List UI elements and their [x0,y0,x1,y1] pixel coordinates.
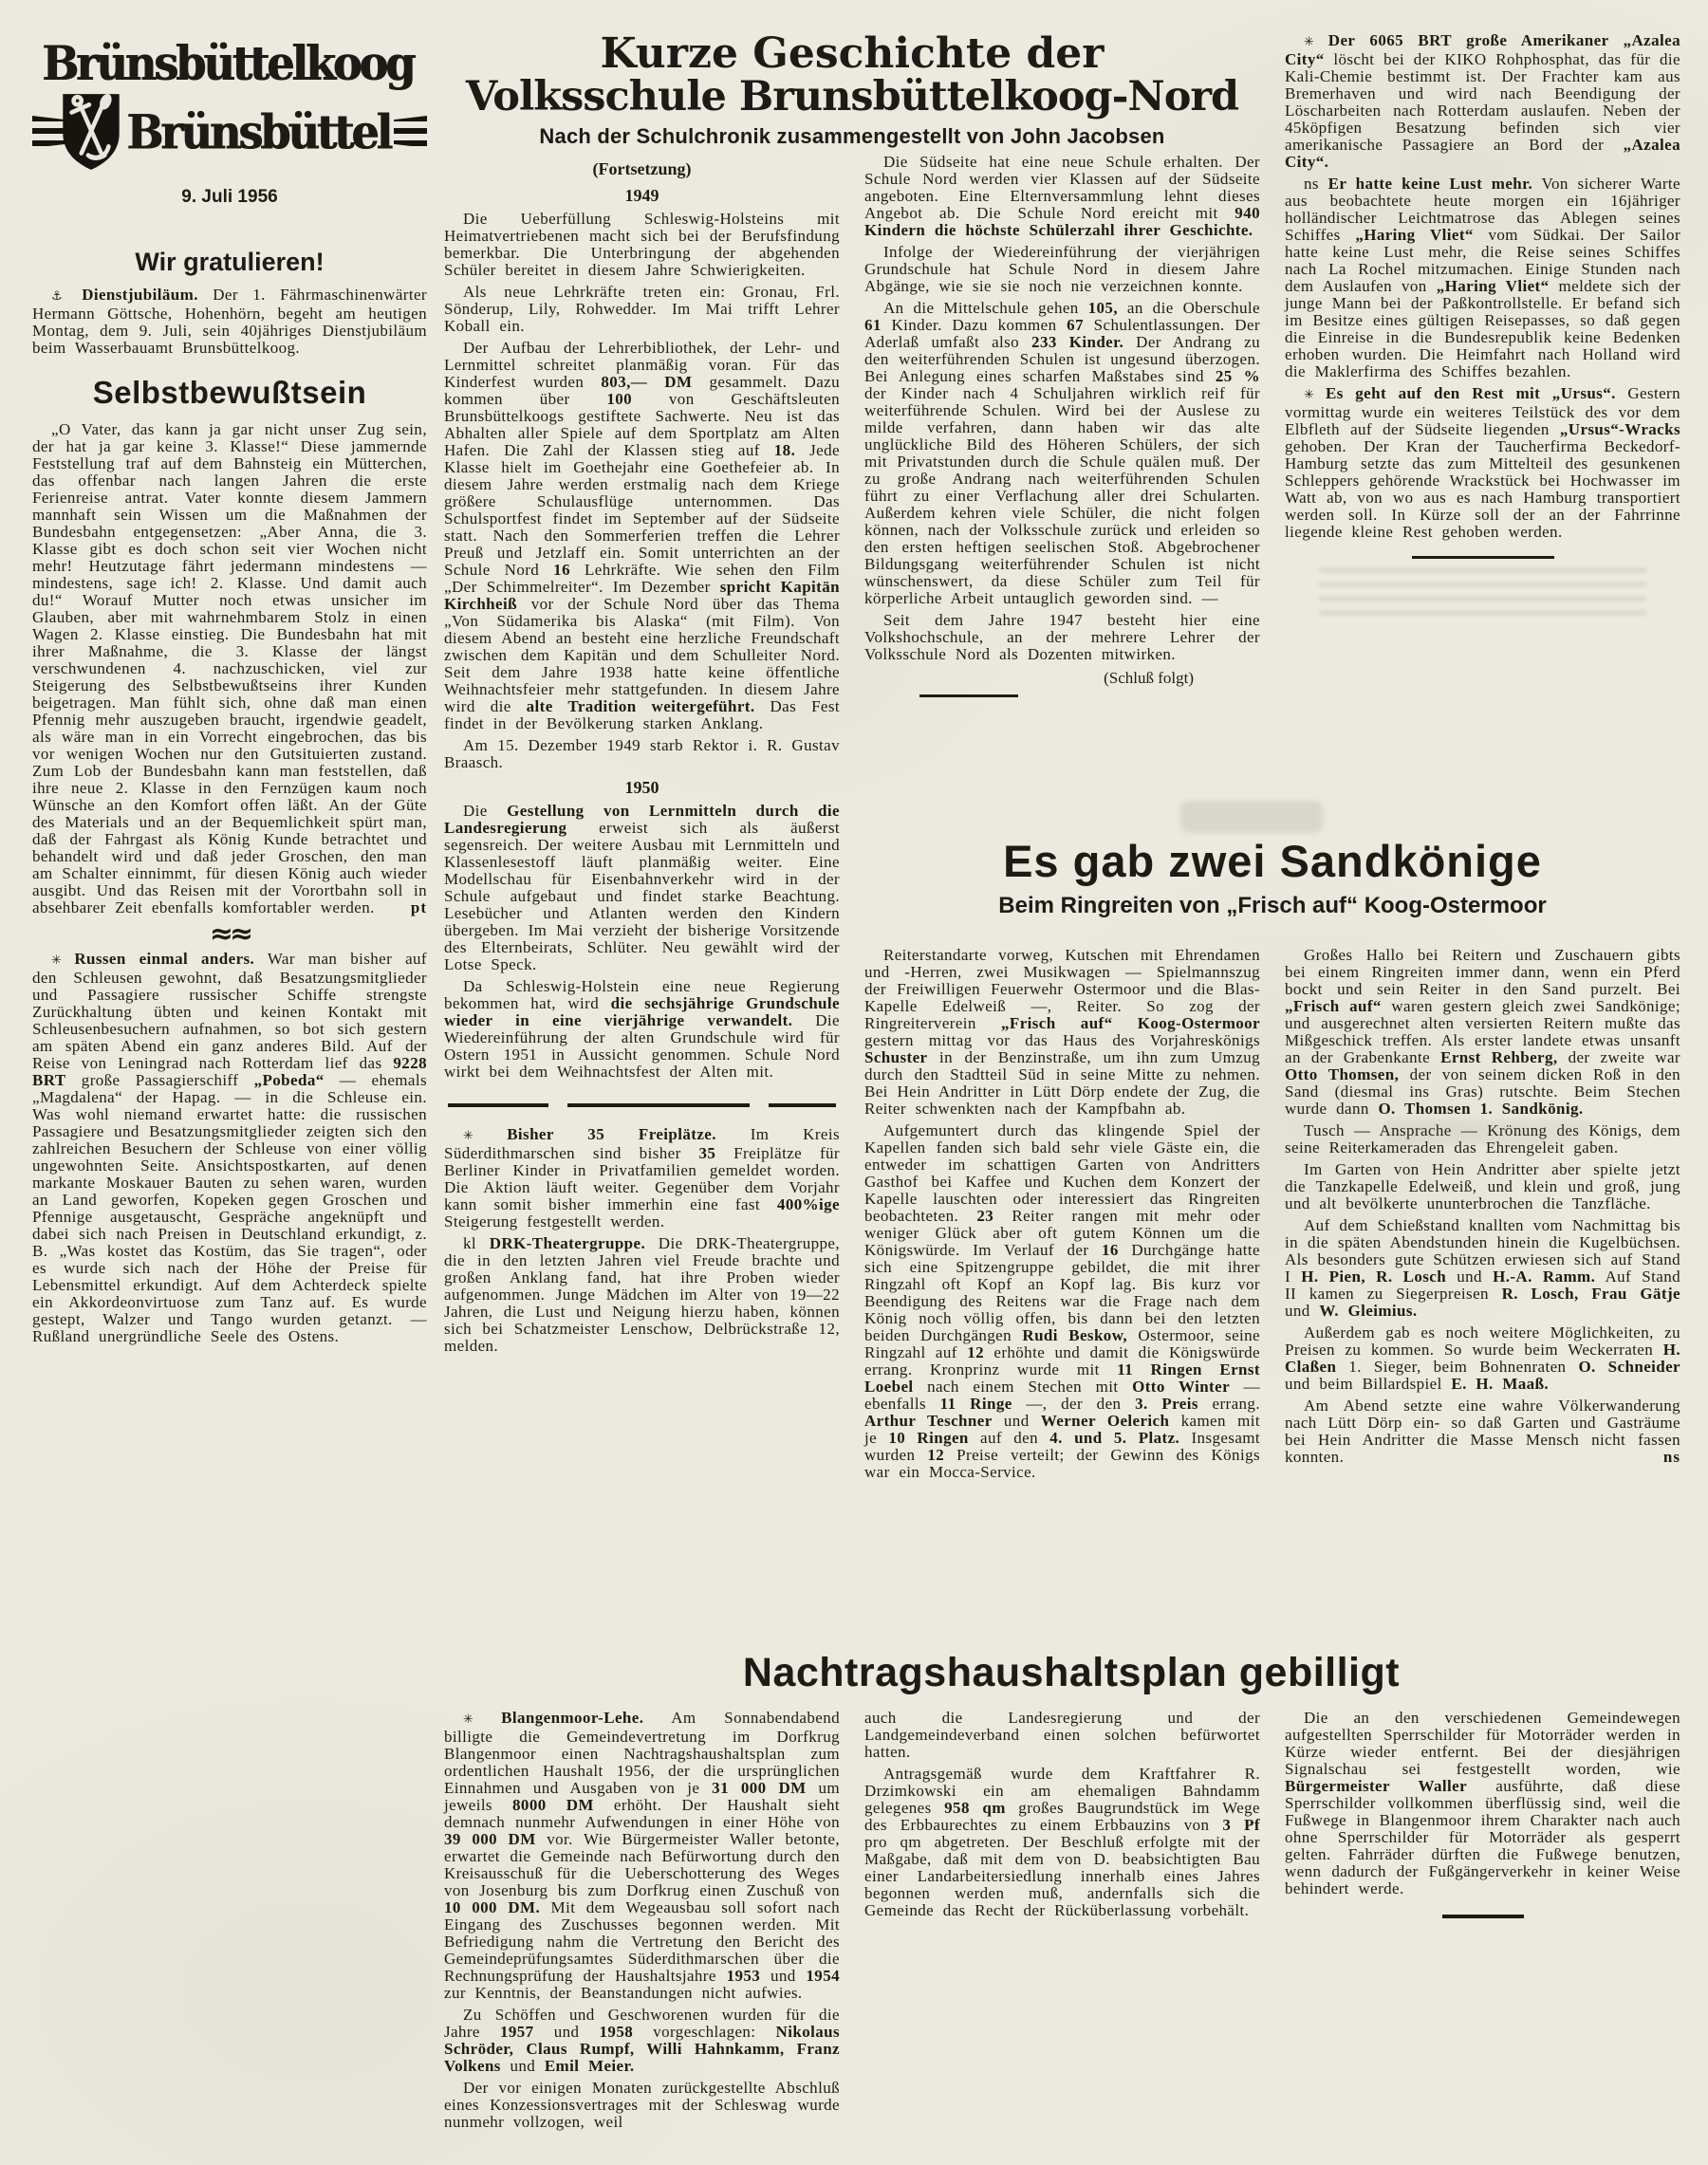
text-segment: vor. Wie Bürgermeister Waller betonte, erwartet die Gemeinde nach Befürwortung durch den Kreisausschuß für die Ueberschotterung des Weges von Josenburg bis zum Dorfkrug einen Zuschuß von [444,1830,840,1899]
text-segment: Rudi Beskow, [1022,1326,1128,1344]
budget-column-1 [444,1710,840,2136]
text-segment: Der Aufbau der Lehrerbibliothek, der Lehr- und Lernmittel schreitet planmäßig voran. Für das Kinderfest wurden [444,339,840,391]
text-segment: 1957 [499,2023,534,2041]
text-segment: 11 Ringe [939,1395,1012,1413]
article-paragraph [864,1710,1260,1761]
text-segment: Da Schleswig-Holstein eine neue Regierung bekommen hat, wird [444,977,840,1012]
text-segment: erweist sich als äußerst segensreich. Der weitere Ausbau mit Lernmitteln und Klassenlesestoff läuft planmäßig weiter. Eine Modellschau für Eisenbahnverkehr wird in der Schule aufgebaut und findet starke Beachtung. Lesebücher und Atlanten werden den Kindern übergeben. Im Mai verzieht der bisherige Vorsitzende des Elternbeirats, Schlüter. Neu gewählt wird der Lotse Speck. [444,819,840,973]
text-segment: Ostermoor, seine Ringzahl auf [864,1326,1260,1361]
text-segment: 23 [976,1207,994,1225]
article-paragraph [444,2007,840,2075]
article-paragraph [864,1122,1260,1481]
text-segment: Otto Thomsen, [1285,1065,1400,1083]
text-segment: W. Gleimius. [1319,1302,1418,1320]
text-segment: R. Losch, Frau Gätje [1501,1285,1680,1303]
text-segment: Der 1. Fährmaschinenwärter Hermann Göttsche, Hohenhörn, begeht am heutigen Montag, dem 9. Juli, sein 40jähriges Dienstjubiläum beim Wasserbauamt Brunsbüttelkoog. [32,285,427,357]
text-segment: 100 [606,390,633,408]
text-segment: kamen mit je [864,1412,1261,1447]
article-paragraph [1285,385,1680,541]
text-segment: 940 Kindern die höchste Schülerzahl ihrer Geschichte. [864,204,1260,239]
text-segment: vor der Schule Nord über das Thema „Von Südamerika bis Alaska“ (mit Film). Von diesem Abend an besteht eine herzliche Freundschaft zwischen dem Kapitän und dem Schulleiter Nord. Seit dem Jahre 1938 hatte keine öffentliche Weihnachtsfeier mehr stattgefunden. In diesem Jahre wird die [444,595,840,715]
text-segment: 12 [927,1446,945,1464]
text-segment: die sechsjährige Grundschule wieder in eine vierjährige verwandelt. [444,994,840,1029]
text-segment: und [992,1412,1041,1430]
text-segment: errang. [1197,1395,1260,1413]
text-segment: ns [1304,175,1328,193]
text-segment: und [1446,1268,1494,1286]
text-segment: vorgeschlagen: [633,2023,776,2041]
article-paragraph [444,211,840,279]
masthead [32,35,427,207]
star-icon: ✳ [1304,35,1328,49]
text-segment: 67 [1067,316,1084,334]
text-segment: H. Pien, R. Losch [1301,1268,1447,1286]
text-segment: Insgesamt wurden [864,1429,1261,1464]
article-paragraph [444,340,840,732]
article-paragraph [444,1126,840,1231]
text-segment: 1. Sieger, beim Bohnenraten [1336,1358,1579,1376]
text-segment: und [533,2023,600,2041]
article-paragraph [444,737,840,771]
text-segment: Gestern vormittag wurde ein weiteres Teilstück des vor dem Elbfleth auf der Südseite liegenden [1285,384,1680,438]
text-segment: 803,— DM [601,373,693,391]
text-segment: große Passagierschiff [65,1070,254,1089]
text-segment: Die DRK-Theatergruppe, die in den letzten Jahren viel Freude brachte und großen Anklang fand, hat ihre Proben wieder aufgenommen. Junge Mädchen im Alter von 19—22 Jahren, die Lust und Neigung hierzu haben, können sich bei Schatzmeister Lenschow, Delbrückstraße 12, melden. [444,1234,840,1355]
congrats-title: Wir gratulieren! [135,248,325,276]
text-segment: gesammelt. Dazu kommen über [444,373,840,408]
article-paragraph [32,421,427,916]
school-history-headline [444,29,1260,150]
text-segment: 233 Kinder. [1031,333,1124,351]
text-segment: Im Garten von Hein Andritter aber spielte jetzt die Tanzkapelle Edelweiß, und klein und groß, jung und alt bevölkerte ununterbrochen die Tanzfläche. [1285,1160,1680,1212]
text-segment: „Haring Vliet“ [1436,277,1550,295]
text-segment: erhöht. Der Haushalt sieht demnach nunmehr Aufwendungen in einer Höhe von [444,1796,840,1831]
text-segment: 3 Pf [1222,1816,1260,1834]
selbst-title: Selbstbewußtsein [92,374,367,410]
text-segment: erhöhte und damit die Königswürde errang. Kronprinz wurde mit [864,1343,1260,1379]
text-segment: Durchgänge hatte sich eine Spitzengruppe gebildet, die mit ihrer Ringzahl oft Kopf an Kopf lag. Bis kurz vor Beendigung des Reitens war die Frage nach dem König noch völlig offen, bis dann bei den letzten beiden Durchgängen [864,1241,1260,1344]
text-segment: Am Abend setzte eine wahre Völkerwanderung nach Lütt Dörp ein- so daß Garten und Gasträume bei Hein Andritter die Masse Mensch nicht fassen konnten. [1285,1397,1680,1466]
year-heading: 1949 [624,186,659,205]
text-segment: 4. und 5. Platz. [1049,1429,1180,1447]
star-icon: ✳ [51,953,75,968]
text-segment: meldete sich der junge Mann bei der Paßkontrollstelle. Er befand sich im Besitze eines gültigen Reisepasses, so daß gegen die Einreise in die Bundesrepublik keine Bedenken erhoben wurden. Die Heimfahrt nach Holland wird die Maklerfirma des Schiffes bezahlen. [1285,277,1681,380]
text-segment: War man bisher auf den Schleusen gewohnt, daß Besatzungsmitglieder und Passagiere russischer Schiffe strengste Zurückhaltung übten und keinen Kontakt mit Schleusenbesuchern aufnahmen, so bot sich gestern am späten Abend ein ganz anderes Bild. Auf der Reise von Leningrad nach Rotterdam lief das [32,949,427,1072]
text-segment: 16 [553,561,570,579]
text-segment: Am 15. Dezember 1949 starb Rektor i. R. Gustav Braasch. [444,736,840,771]
divider-rule [919,694,1018,697]
sandkoenige-column-1 [864,947,1260,1486]
text-segment: Von sicherer Warte aus beobachtete heute morgen ein 16jähriger holländischer Leichtmatrose das Ablegen seines Schiffes [1285,175,1680,244]
text-segment: 1958 [599,2023,634,2041]
text-segment: Mit dem Wegeausbau soll sofort nach Eingang des Zuschusses begonnen werden. Mit Befriedigung nahm die Vertretung den Bericht des Gemeindeprüfungsamtes Süderdithmarschen über die Rechnungsprüfung der Haushaltsjahre [444,1898,840,1985]
article-paragraph [864,1766,1260,1919]
article-paragraph [444,1235,840,1355]
headline-subtitle: Beim Ringreiten von „Frisch auf“ Koog-Ostermoor [998,893,1547,918]
text-segment: 18. [773,441,796,459]
divider-rule [448,1103,836,1107]
print-smudge [1180,801,1323,833]
star-icon: ✳ [463,1712,502,1727]
text-segment: — ebenfalls [864,1378,1260,1413]
article-paragraph [864,947,1260,1118]
text-segment: 12 [967,1343,985,1361]
text-segment: Das Fest findet in der Bevölkerung starken Anklang. [444,697,841,732]
text-segment: „O Vater, das kann ja gar nicht unser Zug sein, der hat ja gar keine 3. Klasse!“ Diese jammernde Feststellung traf auf dem Bahnsteig ein Mütterchen, das offenbar nach langen Jahren die erste Ferienreise antrat. Vater konnte diesem Jammern mannhaft sein Wissen um die Maßnahmen der Bundesbahn entgegensetzen: „Aber Anna, die 3. Klasse gibt es doch schon seit vier Wochen nicht mehr! Heutzutage fährt jedermann mindestens — mindestens, sage ich! 2. Klasse. Und damit auch du!“ Worauf Mutter noch etwas unsicher im Glauben, aber mit wahrnehmbarem Stolz in einen Wagen 2. Klasse einstieg. Die Bundesbahn hat mit ihrer Maßnahme, die 3. Klasse der längst verschwundenen 4. nachzuschicken, viel zur Steigerung des Selbstbewußtseins ihrer Kunden beigetragen. Man fühlt sich, ohne daß man einen Pfennig mehr auszugeben braucht, irgendwie geadelt, als wäre man in ein Vorrecht eingebrochen, das bis vor wenigen Wochen nur den Gutsituierten zustand. Zum Lob der Bundesbahn kann man feststellen, daß ihre neue 2. Klasse in den Fernzügen kaum noch Wünsche an den Komfort offen läßt. An der Güte des Materials und an der Bequemlichkeit spürt man, daß der Fahrgast als König Kunde betrachtet und behandelt wird und daß jeder Groschen, den man am Schalter einnimmt, für diesen König auch wieder ausgibt. Und das Reisen mit der Vorortbahn soll in absehbarer Zeit ebenfalls komfortabler werden. [32,419,427,916]
text-segment: Es geht auf den Rest mit „Ursus“. [1325,384,1616,402]
print-smudge [1385,1120,1594,1144]
article-paragraph [444,284,840,335]
wavy-divider: ≈≈ [209,916,251,951]
year-heading: 1950 [624,778,659,797]
text-segment: E. H. Maaß. [1451,1375,1550,1393]
text-segment: waren gestern gleich zwei Sandkönige; und ausgerechnet alten versierten Reitern mußte das Mißgeschick treffen. Als erster landete etwas unsanft an der Grabenkante [1285,997,1680,1066]
text-segment: Der Andrang zu den weiterführenden Schulen ist ungesund überzogen. Bei Anlegung eines scharfen Maßstabes sind [864,333,1260,385]
article-paragraph [444,2080,840,2131]
text-segment: 8000 DM [512,1796,594,1814]
article-paragraph [444,978,840,1081]
text-segment: „Azalea City“. [1285,136,1680,171]
article-paragraph [864,154,1260,239]
article-paragraph [1285,32,1680,171]
text-segment: Russen einmal anders. [74,949,255,968]
text-segment: zur Kenntnis, der Beanstandungen nicht aufwies. [444,1984,803,2002]
budget-column-2 [864,1710,1260,1924]
budget-headline [444,1650,1699,1695]
text-segment: Werner Oelerich [1040,1412,1170,1430]
text-segment: Aufgemuntert durch das klingende Spiel der Kapellen fanden sich bald sehr viele Gäste ein, die entweder im schattigen Garten von Andritters Gasthof bei Kaffee und Kuchen dem Konzert der Kapelle lauschten oder interessiert das Ringreiten beobachteten. [864,1121,1260,1225]
article-paragraph [32,287,427,357]
text-segment: „Haring Vliet“ [1355,226,1474,244]
text-segment: Am Sonnabendabend billigte die Gemeindevertretung im Dorfkrug Blangenmoor einen Nachtragshaushaltsplan zum ordentlichen Haushalt 1956, der die ursprünglichen Einnahmen und Ausgaben von je [444,1709,840,1797]
text-segment: um jeweils [444,1779,840,1814]
author-initials: pt [410,897,427,916]
text-segment: Kinder. Dazu kommen [881,316,1068,334]
text-segment: gestern mittag vor das Haus des Vorjahreskönigs [864,1031,1260,1049]
text-segment: 10 Ringen [888,1429,969,1447]
text-segment: —, der den [1012,1395,1136,1413]
text-segment: H.-A. Ramm. [1493,1268,1596,1286]
text-segment: der Kinder nach 4 Schuljahren wirklich reif für weiterführende Schulen. Wird bei der Auslese zu milde verfahren, dann haben wir das alte unglückliche Bild des Höheren Schülers, der sich mit Privatstunden durch die Schule quälen muß. Der zu große Andrang nach weiterführenden Schulen führt zu einer Verflachung aller drei Schularten. Außerdem kehren viele Schüler, die nicht folgen können, nach der Volksschule zurück und erleiden so den ersten heftigen seelischen Stoß. Abgebrochener Bildungsgang weiterführender Schulen ist nicht wünschenswert, da diese Schüler zum Teil für körperliche Arbeit untauglich geworden sind. — [864,384,1260,607]
article-paragraph [1285,1397,1680,1466]
text-segment: 958 qm [944,1799,1006,1817]
masthead-title-line1: Brünsbüttelkoog [42,35,414,91]
text-segment: gehoben. Der Kran der Taucherfirma Beckedorf-Hamburg setzte das zum Mittelteil des gesunkenen Schleppers gehörende Wrackstück bei Hochwasser im Watt ab, von wo aus es nach Hamburg transportiert werden soll. In Kürze soll der an der Fahrrinne liegende kleine Rest gehoben werden. [1285,437,1680,541]
text-segment: Seit dem Jahre 1947 besteht hier eine Volkshochschule, an der mehrere Lehrer der Volksschule Nord als Dozenten mitwirken. [864,611,1260,663]
harbor-news-column [1285,32,1680,621]
article-paragraph [444,1710,840,2002]
text-segment: auch die Landesregierung und der Landgemeindeverband einen solchen befürwortet hatten. [864,1709,1260,1761]
text-segment: Reiterstandarte vorweg, Kutschen mit Ehrendamen und -Herren, zwei Musikwagen — Spielmannszug der Freiwilligen Feuerwehr Ostermoor und die Blas-Kapelle Edelweiß —, Reiter. So zog der Ringreiterverein [864,946,1260,1032]
article-paragraph [1285,947,1680,1118]
text-segment: Auf Stand II kamen zu Siegerpreisen [1285,1268,1680,1303]
text-segment: Preise verteilt; der Gewinn des Königs war ein Mocca-Service. [864,1446,1260,1481]
text-segment: Auf dem Schießstand knallten vom Nachmittag bis in die späten Abendstunden hinein die Kugelbüchsen. Als besonders gute Schützen erwiesen sich auf Stand I [1285,1216,1680,1286]
text-segment: 9228 BRT [32,1053,427,1089]
article-paragraph [1285,1710,1680,1897]
text-segment: Die Ueberfüllung Schleswig-Holsteins mit Heimatvertriebenen macht sich bei der Berufsfindung bemerkbar. Die Unterbringung der abgehenden Schüler bereitet in diesem Jahre Schwierigkeiten. [444,210,840,279]
text-segment: und [760,1967,807,1985]
text-segment: auf den [968,1429,1050,1447]
text-segment: 105, [1087,299,1118,317]
text-segment: Otto Winter [1132,1378,1231,1396]
headline-title: Es gab zwei Sandkönige [1003,836,1542,886]
text-segment: Reiter rangen mit mehr oder weniger Glück aber oft gutem Können um die Königswürde. Im Verlauf der [864,1207,1261,1259]
continuation-note: (Fortsetzung) [592,159,692,178]
article-paragraph [864,300,1260,607]
text-segment: 39 000 DM [444,1830,536,1848]
text-segment: Großes Hallo bei Reitern und Zuschauern gibts bei einem Ringreiten immer dann, wenn ein Pferd bockt und sein Reiter in den Sand purzelt. Bei [1285,946,1680,998]
text-segment: Schuster [864,1048,928,1066]
headline-line2: Volksschule Brunsbüttelkoog-Nord [465,73,1239,121]
text-segment: DRK-Theatergruppe. [489,1234,646,1252]
article-paragraph [864,244,1260,295]
text-segment: und [500,2057,545,2075]
text-segment: An die Mittelschule gehen [883,299,1088,317]
text-segment: löscht bei der KIKO Rohphosphat, das für die Kali-Chemie bestimmt ist. Der Frachter kam aus Bremerhaven und wird nach Beendigung der Löscharbeiten nach Rotterdam auslaufen. Neben der 45köpfigen Besatzung befinden sich vier amerikanische Passagiere an Bord der [1285,50,1680,154]
text-segment: 10 000 DM. [444,1898,541,1916]
text-segment: Er hatte keine Lust mehr. [1327,175,1533,193]
continuation-note: (Schluß folgt) [1104,669,1194,687]
text-segment: Arthur Teschner [864,1412,993,1430]
text-segment: nach einem Stechen mit [913,1378,1133,1396]
budget-column-3 [1285,1710,1680,1935]
text-segment: Bürgermeister Waller [1285,1777,1468,1795]
masthead-title-line2: Brünsbüttel [126,103,390,160]
text-segment: an die Oberschule [1117,299,1260,317]
text-segment: Antragsgemäß wurde dem Kraftfahrer R. Drzimkowski ein am ehemaligen Bahndamm gelegenes [864,1765,1260,1817]
star-icon: ✳ [1304,388,1326,402]
text-segment: 25 % [1215,367,1260,385]
divider-rule [1442,1915,1524,1918]
shield-anchor-icon [60,91,122,173]
text-segment: 31 000 DM [712,1779,807,1797]
school-history-column-2 [864,154,1260,697]
text-segment: 16 [1101,1241,1119,1259]
article-paragraph [444,803,840,973]
text-segment: „Ursus“-Wracks [1559,420,1680,438]
speed-stripes-icon [32,116,65,148]
text-segment: ausführte, daß diese Sperrschilder vollkommen überflüssig sind, weil die Fußwege in Blangenmoor ihrem Charakter nach auch ohne Sperrschilder für Motorräder als gesperrt gelten. Fahrräder dürften die Fußwege benutzen, wenn dadurch der Fußgängerverkehr in keiner Weise behindert werde. [1285,1777,1680,1897]
speed-stripes-icon [394,116,427,148]
ghost-print [1319,568,1646,621]
text-segment: 1953 [726,1967,761,1985]
text-segment: Tusch — Ansprache — Krönung des Königs, dem seine Reiterkameraden das Ehrengeleit gaben. [1285,1121,1680,1157]
text-segment: Bisher 35 Freiplätze. [507,1125,716,1143]
text-segment: der zweite war [1557,1048,1680,1066]
text-segment: Die [463,802,508,820]
text-segment: Außerdem gab es noch weitere Möglichkeiten, zu Preisen zu kommen. So wurde beim Weckerraten [1285,1323,1680,1359]
text-segment: Nikolaus Schröder, Claus Rumpf, Willi Hahnkamm, Franz Volkens [444,2023,840,2075]
star-icon: ✳ [463,1129,508,1143]
text-segment: 61 [864,316,882,334]
text-segment: Infolge der Wiedereinführung der vierjährigen Grundschule hat Schule Nord in diesem Jahre Abgänge, wie sie sie noch nie verzeichnen konnte. [864,243,1260,295]
text-segment: Emil Meier. [544,2057,635,2075]
anchor-icon: ⚓ [51,288,83,304]
sandkoenige-column-2 [1285,947,1680,1471]
text-segment: kl [463,1234,490,1252]
text-segment: alte Tradition weitergeführt. [526,697,755,715]
text-segment: Zu Schöffen und Geschworenen wurden für die Jahre [444,2006,840,2041]
article-paragraph [864,612,1260,663]
text-segment: „Pobeda“ [253,1070,325,1089]
text-segment: Freiplätze für Berliner Kinder in Privatfamilien gemeldet worden. Die Aktion läuft weiter. Gegenüber dem Vorjahr kann somit bisher immerhin eine fast [444,1144,840,1213]
school-history-column-1 [444,154,840,1360]
text-segment: Blangenmoor-Lehe. [501,1709,644,1727]
text-segment: Schulentlassungen. Der Aderlaß umfaßt also [864,316,1260,351]
article-paragraph [1285,1217,1680,1320]
text-segment: Jede Klasse hielt im Goethejahr eine Goethefeier ab. In diesem Jahre werden erstmalig nach dem Kriege größere Schulausflüge unternommen. Das Schulsportfest findet im September auf der Südseite statt. Nach den Sommerferien treffen die Lehrer Preuß und Jetzlaff ein. Somit unterrichten an der Schule Nord [444,441,840,579]
text-segment: 400%ige [776,1195,840,1213]
author-initials: ns [1662,1448,1680,1466]
headline-title: Nachtragshaushaltsplan gebilligt [742,1650,1401,1695]
text-segment: Die an den verschiedenen Gemeindewegen aufgestellten Sperrschilder für Motorräder werden in Kürze wieder entfernt. Bei der diesjährigen Signalschau sei festgestellt worden, wie [1285,1709,1680,1778]
text-segment: Der 6065 BRT große Amerikaner „Azalea City“ [1285,31,1681,68]
text-segment: der von seinem dicken Roß in den Sand (diesmal ins Gras) rutschte. Beim Stechen wurde dann [1285,1065,1680,1118]
text-segment: Der vor einigen Monaten zurückgestellte Abschluß eines Konzessionsvertrages mit der Schleswag wurde nunmehr vollzogen, weil [444,2079,840,2131]
text-segment: Die Wiedereinführung der alten Grundschule wird für Ostern 1951 in Aussicht genommen. Schule Nord wirkt bei dem Weihnachtsfest der Alten mit. [444,1011,840,1081]
headline-line1: Kurze Geschichte der [600,29,1105,78]
text-segment: „Frisch auf“ Koog-Ostermoor [1001,1014,1260,1032]
article-paragraph [1285,1324,1680,1393]
text-segment: 11 Ringen Ernst Loebel [864,1360,1260,1396]
text-segment: — ehemals „Magdalena“ der Hapag. — in die Schleuse ein. Was wohl niemand erwartet hatte: die russischen Passagiere und Besatzungsmitglieder zeigten sich den zahlreichen Besuchern der Schleuse von einer völlig ungewohnten Seite. Ansichtspostkarten, auf denen markante Moskauer Bauten zu sehen waren, wurden an Land geworfen, Kopeken gegen Groschen und Pfennige ausgetauscht, Gespräche angeknüpft und dabei sich nach Preisen in Deutschland erkundigt, z. B. „Was kostet das Kostüm, das Sie tragen“, oder es wurde sich nach der Höhe der Preise für Lebensmittel erkundigt. Auf dem Achterdeck spielte ein Akkordeonvirtuose zum Tanz auf. Es wurde gestept, Walzer und Tango wurden getanzt. — Rußland unergründliche Seele des Ostens. [32,1070,427,1345]
text-segment: Als neue Lehrkräfte treten ein: Gronau, Frl. Sönderup, Lily, Rohwedder. Im Mai trifft Lehrer Koball ein. [444,283,840,335]
text-segment: Ernst Rehberg, [1440,1048,1558,1066]
text-segment: O. Thomsen 1. Sandkönig. [1378,1100,1584,1118]
masthead-emblem-row [32,91,427,173]
text-segment: pro qm abgetreten. Der Beschluß erfolgte mit der Maßgabe, daß mit dem von D. beabsichtigten Bau einer Landarbeitersiedlung innerhalb eines Jahres begonnen werden muß, andernfalls sich die Gemeinde das Recht der Rücküberlassung vorbehält. [864,1833,1260,1919]
text-segment: Die Südseite hat eine neue Schule erhalten. Der Schule Nord werden vier Klassen auf der Südseite angeboten. Eine Elternversammlung lehnt dieses Angebot ab. Die Schule Nord ereicht mit [864,153,1260,222]
text-segment: von Geschäftsleuten Brunsbüttelkoogs gestiftete Sachwerte. Neu ist das Abhalten aller Spiele auf dem Sportplatz am Alten Hafen. Die Zahl der Klassen stieg auf [444,390,840,459]
text-segment: „Frisch auf“ [1285,997,1382,1015]
text-segment: großes Baugrundstück im Wege des Erbbaurechtes zu einem Erbbauzins von [864,1799,1260,1834]
text-segment: Lehrkräfte. Wie sehen den Film „Der Schimmelreiter“. Im Dezember [444,561,840,596]
sandkoenige-headline [864,836,1680,920]
text-segment: O. Schneider [1578,1358,1681,1376]
text-segment: H. Claßen [1285,1341,1680,1376]
headline-subtitle: Nach der Schulchronik zusammengestellt von John Jacobsen [539,124,1165,149]
article-paragraph [1285,176,1680,380]
text-segment: Im Kreis Süderdithmarschen sind bisher [444,1125,841,1162]
text-segment: 3. Preis [1135,1395,1198,1413]
issue-date: 9. Juli 1956 [181,187,278,207]
text-segment: 35 [698,1144,716,1162]
text-segment: Gestellung von Lernmitteln durch die Landesregierung [444,802,840,837]
text-segment: 1954 [806,1967,841,1985]
left-column [32,235,427,1350]
text-segment: Dienstjubiläum. [82,285,198,304]
text-segment: Steigerung festgestellt werden. [444,1212,665,1231]
text-segment: und [1285,1302,1320,1320]
text-segment: vom Südkai. Der Sailor hatte keine Lust mehr, die Reise seines Schiffes nach La Rochel mitzumachen. Einige Stunden nach dem Auslaufen von [1285,226,1681,295]
text-segment: und beim Billardspiel [1285,1375,1452,1393]
text-segment: in der Benzinstraße, um ihn zum Umzug durch den Stadtteil Süd in seine Mitte zu nehmen. Bei Hein Andritter in Lütt Dörp endete der Zug, die Reiter schwenkten nach der Kampfbahn ab. [864,1048,1260,1118]
divider-rule [1412,556,1554,559]
text-segment: spricht Kapitän Kirchheiß [444,578,840,613]
article-paragraph [1285,1161,1680,1212]
article-paragraph [32,951,427,1345]
